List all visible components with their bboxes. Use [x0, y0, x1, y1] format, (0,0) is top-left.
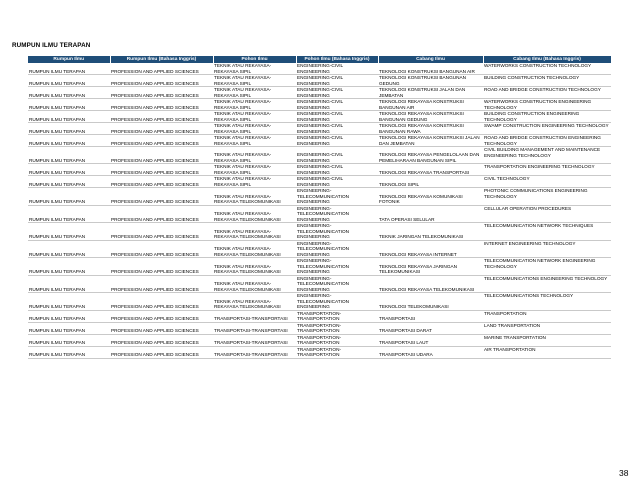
- table-row: [28, 223, 611, 241]
- cell-pohon-ilmu-en: ENGINEERING-CIVIL ENGINEERING: [296, 147, 378, 164]
- cell-cabang-ilmu: TEKNOLOGI REKAYASA KONSTRUKSI BANGUNAN RAWA: [378, 123, 483, 135]
- cell-rumpun-ilmu: RUMPUN ILMU TERAPAN: [28, 147, 110, 164]
- cell-pohon-ilmu: TEKNIK ATAU REKAYASA-REKAYASA SIPIL: [213, 164, 296, 176]
- cell-cabang-ilmu: TEKNOLOGI REKAYASA TELEKOMUNIKASI: [378, 275, 483, 293]
- cell-pohon-ilmu-en: ENGINEERING-CIVIL ENGINEERING: [296, 123, 378, 135]
- cell-rumpun-ilmu-en: PROFESSION AND APPLIED SCIENCES: [110, 205, 213, 223]
- cell-cabang-ilmu: TEKNOLOGI KONSTRUKSI JALAN DAN JEMBATAN: [378, 87, 483, 99]
- header-cabang-ilmu: Cabang Ilmu: [378, 56, 483, 63]
- table-row: [28, 176, 611, 188]
- cell-pohon-ilmu-en: ENGINEERING-CIVIL ENGINEERING: [296, 75, 378, 87]
- cell-cabang-ilmu: TEKNOLOGI REKAYASA INTERNET: [378, 240, 483, 258]
- cell-rumpun-ilmu: RUMPUN ILMU TERAPAN: [28, 123, 110, 135]
- table-row: [28, 205, 611, 223]
- cell-pohon-ilmu: TRANSPORTASI-TRANSPORTASI: [213, 322, 296, 334]
- cell-pohon-ilmu: TEKNIK ATAU REKAYASA-REKAYASA SIPIL: [213, 176, 296, 188]
- cell-cabang-ilmu: TEKNOLOGI KONSTRUKSI BANGUNAN GEDUNG: [378, 75, 483, 87]
- cell-cabang-ilmu-en: PHOTONIC COMMUNICATIONS ENGINEERING TECHNOLOGY: [483, 188, 611, 206]
- cell-rumpun-ilmu: RUMPUN ILMU TERAPAN: [28, 334, 110, 346]
- cell-pohon-ilmu: TEKNIK ATAU REKAYASA-REKAYASA TELEKOMUNIKASI: [213, 275, 296, 293]
- header-pohon-ilmu: Pohon Ilmu: [213, 56, 296, 63]
- cell-cabang-ilmu-en: ROAD AND BRIDGE CONSTRUCTION ENGINEERING TECHNOLOGY: [483, 135, 611, 147]
- cell-rumpun-ilmu-en: PROFESSION AND APPLIED SCIENCES: [110, 346, 213, 358]
- cell-rumpun-ilmu-en: PROFESSION AND APPLIED SCIENCES: [110, 293, 213, 311]
- cell-pohon-ilmu: TEKNIK ATAU REKAYASA-REKAYASA SIPIL: [213, 99, 296, 111]
- table-row: [28, 346, 611, 358]
- cell-pohon-ilmu-en: ENGINEERING-TELECOMMUNICATION ENGINEERING: [296, 275, 378, 293]
- table-row: [28, 310, 611, 322]
- cell-rumpun-ilmu-en: PROFESSION AND APPLIED SCIENCES: [110, 75, 213, 87]
- table-row: [28, 322, 611, 334]
- cell-pohon-ilmu: TEKNIK ATAU REKAYASA-REKAYASA TELEKOMUNIKASI: [213, 188, 296, 206]
- cell-cabang-ilmu-en: BUILDING CONSTRUCTION TECHNOLOGY: [483, 75, 611, 87]
- cell-rumpun-ilmu: RUMPUN ILMU TERAPAN: [28, 176, 110, 188]
- table-row: [28, 240, 611, 258]
- cell-rumpun-ilmu-en: PROFESSION AND APPLIED SCIENCES: [110, 258, 213, 276]
- cell-rumpun-ilmu: RUMPUN ILMU TERAPAN: [28, 322, 110, 334]
- table-row: [28, 293, 611, 311]
- header-pohon-ilmu-en: Pohon Ilmu (Bahasa Inggris): [296, 56, 378, 63]
- cell-pohon-ilmu-en: ENGINEERING-TELECOMMUNICATION ENGINEERING: [296, 240, 378, 258]
- cell-rumpun-ilmu: RUMPUN ILMU TERAPAN: [28, 346, 110, 358]
- table-row: [28, 111, 611, 123]
- cell-rumpun-ilmu-en: PROFESSION AND APPLIED SCIENCES: [110, 111, 213, 123]
- header-rumpun-ilmu-en: Rumpun Ilmu (Bahasa Inggris): [110, 56, 213, 63]
- cell-cabang-ilmu-en: WATERWORKS CONSTRUCTION TECHNOLOGY: [483, 63, 611, 75]
- cell-rumpun-ilmu: RUMPUN ILMU TERAPAN: [28, 164, 110, 176]
- table-row: [28, 275, 611, 293]
- table-header-row: [28, 56, 611, 63]
- cell-cabang-ilmu: TEKNOLOGI REKAYASA KONSTRUKSI JALAN DAN JEMBATAN: [378, 135, 483, 147]
- page-number: 38: [619, 468, 629, 478]
- cell-rumpun-ilmu: RUMPUN ILMU TERAPAN: [28, 135, 110, 147]
- header-cabang-ilmu-en: Cabang Ilmu (Bahasa Inggris): [483, 56, 611, 63]
- table-row: [28, 188, 611, 206]
- cell-pohon-ilmu-en: ENGINEERING-CIVIL ENGINEERING: [296, 164, 378, 176]
- cell-rumpun-ilmu-en: PROFESSION AND APPLIED SCIENCES: [110, 275, 213, 293]
- cell-pohon-ilmu: TEKNIK ATAU REKAYASA-REKAYASA TELEKOMUNIKASI: [213, 205, 296, 223]
- cell-pohon-ilmu-en: ENGINEERING-TELECOMMUNICATION ENGINEERING: [296, 188, 378, 206]
- cell-pohon-ilmu-en: ENGINEERING-CIVIL ENGINEERING: [296, 63, 378, 75]
- cell-pohon-ilmu-en: TRANSPORTATION-TRANSPORTATION: [296, 322, 378, 334]
- cell-rumpun-ilmu: RUMPUN ILMU TERAPAN: [28, 310, 110, 322]
- cell-rumpun-ilmu-en: PROFESSION AND APPLIED SCIENCES: [110, 188, 213, 206]
- cell-cabang-ilmu-en: TRANSPORTATION: [483, 310, 611, 322]
- cell-cabang-ilmu: TATA OPERASI SELULAR: [378, 205, 483, 223]
- cell-rumpun-ilmu: RUMPUN ILMU TERAPAN: [28, 223, 110, 241]
- cell-pohon-ilmu-en: ENGINEERING-CIVIL ENGINEERING: [296, 99, 378, 111]
- cell-cabang-ilmu: TEKNOLOGI REKAYASA KOMUNIKASI FOTONIK: [378, 188, 483, 206]
- table-row: [28, 87, 611, 99]
- cell-pohon-ilmu: TRANSPORTASI-TRANSPORTASI: [213, 310, 296, 322]
- cell-cabang-ilmu: TRANSPORTASI DARAT: [378, 322, 483, 334]
- cell-pohon-ilmu: TEKNIK ATAU REKAYASA-REKAYASA SIPIL: [213, 75, 296, 87]
- table-row: [28, 123, 611, 135]
- cell-cabang-ilmu-en: TELECOMMUNICATION NETWORK TECHNIQUES: [483, 223, 611, 241]
- cell-rumpun-ilmu-en: PROFESSION AND APPLIED SCIENCES: [110, 223, 213, 241]
- cell-rumpun-ilmu: RUMPUN ILMU TERAPAN: [28, 188, 110, 206]
- cell-cabang-ilmu-en: CIVIL TECHNOLOGY: [483, 176, 611, 188]
- header-rumpun-ilmu: Rumpun Ilmu: [28, 56, 110, 63]
- cell-cabang-ilmu-en: TRANSPORTATION ENGINEERING TECHNOLOGY: [483, 164, 611, 176]
- cell-rumpun-ilmu-en: PROFESSION AND APPLIED SCIENCES: [110, 240, 213, 258]
- cell-pohon-ilmu: TRANSPORTASI-TRANSPORTASI: [213, 334, 296, 346]
- cell-cabang-ilmu: TRANSPORTASI LAUT: [378, 334, 483, 346]
- cell-rumpun-ilmu: RUMPUN ILMU TERAPAN: [28, 111, 110, 123]
- cell-pohon-ilmu-en: TRANSPORTATION-TRANSPORTATION: [296, 334, 378, 346]
- cell-pohon-ilmu: TEKNIK ATAU REKAYASA-REKAYASA TELEKOMUNIKASI: [213, 240, 296, 258]
- cell-rumpun-ilmu: RUMPUN ILMU TERAPAN: [28, 87, 110, 99]
- table-row: [28, 75, 611, 87]
- cell-rumpun-ilmu-en: PROFESSION AND APPLIED SCIENCES: [110, 135, 213, 147]
- cell-pohon-ilmu-en: TRANSPORTATION-TRANSPORTATION: [296, 310, 378, 322]
- cell-pohon-ilmu: TEKNIK ATAU REKAYASA-REKAYASA SIPIL: [213, 123, 296, 135]
- table-row: [28, 258, 611, 276]
- cell-rumpun-ilmu: RUMPUN ILMU TERAPAN: [28, 240, 110, 258]
- cell-pohon-ilmu: TEKNIK ATAU REKAYASA-REKAYASA TELEKOMUNIKASI: [213, 223, 296, 241]
- cell-rumpun-ilmu: RUMPUN ILMU TERAPAN: [28, 63, 110, 75]
- cell-pohon-ilmu-en: ENGINEERING-CIVIL ENGINEERING: [296, 111, 378, 123]
- cell-cabang-ilmu-en: BUILDING CONSTRUCTION ENGINEERING TECHNOLOGY: [483, 111, 611, 123]
- cell-cabang-ilmu: TRANSPORTASI UDARA: [378, 346, 483, 358]
- cell-rumpun-ilmu-en: PROFESSION AND APPLIED SCIENCES: [110, 176, 213, 188]
- page-heading: RUMPUN ILMU TERAPAN: [12, 42, 91, 49]
- table-row: [28, 334, 611, 346]
- table-body: [28, 63, 611, 358]
- cell-cabang-ilmu-en: ROAD AND BRIDGE CONSTRUCTION TECHNOLOGY: [483, 87, 611, 99]
- cell-cabang-ilmu-en: SWAMP CONSTRUCTION ENGINEERING TECHNOLOGY: [483, 123, 611, 135]
- cell-rumpun-ilmu-en: PROFESSION AND APPLIED SCIENCES: [110, 322, 213, 334]
- cell-pohon-ilmu: TEKNIK ATAU REKAYASA-REKAYASA SIPIL: [213, 63, 296, 75]
- cell-rumpun-ilmu: RUMPUN ILMU TERAPAN: [28, 258, 110, 276]
- cell-cabang-ilmu: TEKNOLOGI REKAYASA KONSTRUKSI BANGUNAN AIR: [378, 99, 483, 111]
- cell-cabang-ilmu: TEKNOLOGI REKAYASA KONSTRUKSI BANGUNAN GEDUNG: [378, 111, 483, 123]
- cell-pohon-ilmu: TEKNIK ATAU REKAYASA-REKAYASA SIPIL: [213, 147, 296, 164]
- cell-cabang-ilmu: TEKNIK JARINGAN TELEKOMUNIKASI: [378, 223, 483, 241]
- cell-rumpun-ilmu: RUMPUN ILMU TERAPAN: [28, 275, 110, 293]
- cell-pohon-ilmu: TEKNIK ATAU REKAYASA-REKAYASA TELEKOMUNIKASI: [213, 293, 296, 311]
- cell-cabang-ilmu-en: TELECOMMUNICATIONS TECHNOLOGY: [483, 293, 611, 311]
- cell-cabang-ilmu: TEKNOLOGI REKAYASA TRANSPORTASI: [378, 164, 483, 176]
- cell-cabang-ilmu: TEKNOLOGI REKAYASA PENGELOLAAN DAN PEMELIHARAAN BANGUNAN SIPIL: [378, 147, 483, 164]
- cell-cabang-ilmu-en: CIVIL BUILDING MANAGEMENT AND MAINTENANCE ENGINEERING TECHNOLOGY: [483, 147, 611, 164]
- cell-rumpun-ilmu-en: PROFESSION AND APPLIED SCIENCES: [110, 310, 213, 322]
- cell-rumpun-ilmu-en: PROFESSION AND APPLIED SCIENCES: [110, 63, 213, 75]
- cell-pohon-ilmu-en: ENGINEERING-CIVIL ENGINEERING: [296, 135, 378, 147]
- table-row: [28, 164, 611, 176]
- cell-cabang-ilmu-en: TELECOMMUNICATIONS ENGINEERING TECHNOLOGY: [483, 275, 611, 293]
- cell-pohon-ilmu: TEKNIK ATAU REKAYASA-REKAYASA SIPIL: [213, 111, 296, 123]
- cell-pohon-ilmu: TEKNIK ATAU REKAYASA-REKAYASA SIPIL: [213, 87, 296, 99]
- cell-cabang-ilmu: TRANSPORTASI: [378, 310, 483, 322]
- cell-rumpun-ilmu-en: PROFESSION AND APPLIED SCIENCES: [110, 87, 213, 99]
- table-row: [28, 99, 611, 111]
- classification-table: [28, 56, 612, 359]
- cell-cabang-ilmu: TEKNOLOGI TELEKOMUNIKASI: [378, 293, 483, 311]
- table-row: [28, 63, 611, 75]
- cell-rumpun-ilmu: RUMPUN ILMU TERAPAN: [28, 293, 110, 311]
- cell-pohon-ilmu-en: ENGINEERING-TELECOMMUNICATION ENGINEERING: [296, 293, 378, 311]
- cell-rumpun-ilmu-en: PROFESSION AND APPLIED SCIENCES: [110, 123, 213, 135]
- cell-cabang-ilmu-en: INTERNET ENGINEERING TECHNOLOGY: [483, 240, 611, 258]
- cell-cabang-ilmu-en: WATERWORKS CONSTRUCTION ENGINEERING TECHNOLOGY: [483, 99, 611, 111]
- cell-cabang-ilmu-en: AIR TRANSPORTATION: [483, 346, 611, 358]
- cell-rumpun-ilmu: RUMPUN ILMU TERAPAN: [28, 75, 110, 87]
- cell-pohon-ilmu: TEKNIK ATAU REKAYASA-REKAYASA TELEKOMUNIKASI: [213, 258, 296, 276]
- cell-pohon-ilmu: TEKNIK ATAU REKAYASA-REKAYASA SIPIL: [213, 135, 296, 147]
- cell-pohon-ilmu-en: ENGINEERING-TELECOMMUNICATION ENGINEERING: [296, 258, 378, 276]
- table-row: [28, 135, 611, 147]
- cell-pohon-ilmu-en: ENGINEERING-CIVIL ENGINEERING: [296, 176, 378, 188]
- cell-rumpun-ilmu: RUMPUN ILMU TERAPAN: [28, 205, 110, 223]
- cell-rumpun-ilmu-en: PROFESSION AND APPLIED SCIENCES: [110, 164, 213, 176]
- cell-pohon-ilmu-en: TRANSPORTATION-TRANSPORTATION: [296, 346, 378, 358]
- cell-rumpun-ilmu-en: PROFESSION AND APPLIED SCIENCES: [110, 147, 213, 164]
- cell-pohon-ilmu-en: ENGINEERING-CIVIL ENGINEERING: [296, 87, 378, 99]
- cell-rumpun-ilmu: RUMPUN ILMU TERAPAN: [28, 99, 110, 111]
- cell-pohon-ilmu-en: ENGINEERING-TELECOMMUNICATION ENGINEERING: [296, 205, 378, 223]
- cell-cabang-ilmu-en: TELECOMMUNICATION NETWORK ENGINEERING TECHNOLOGY: [483, 258, 611, 276]
- cell-pohon-ilmu: TRANSPORTASI-TRANSPORTASI: [213, 346, 296, 358]
- cell-cabang-ilmu: TEKNOLOGI KONSTRUKSI BANGUNAN AIR: [378, 63, 483, 75]
- cell-cabang-ilmu: TEKNOLOGI SIPIL: [378, 176, 483, 188]
- cell-rumpun-ilmu-en: PROFESSION AND APPLIED SCIENCES: [110, 99, 213, 111]
- cell-cabang-ilmu-en: LAND TRANSPORTATION: [483, 322, 611, 334]
- table-row: [28, 147, 611, 164]
- cell-cabang-ilmu-en: CELLULAR OPERATION PROCEDURES: [483, 205, 611, 223]
- cell-rumpun-ilmu-en: PROFESSION AND APPLIED SCIENCES: [110, 334, 213, 346]
- cell-pohon-ilmu-en: ENGINEERING-TELECOMMUNICATION ENGINEERING: [296, 223, 378, 241]
- cell-cabang-ilmu-en: MARINE TRANSPORTATION: [483, 334, 611, 346]
- cell-cabang-ilmu: TEKNOLOGI REKAYASA JARINGAN TELEKOMUNIKASI: [378, 258, 483, 276]
